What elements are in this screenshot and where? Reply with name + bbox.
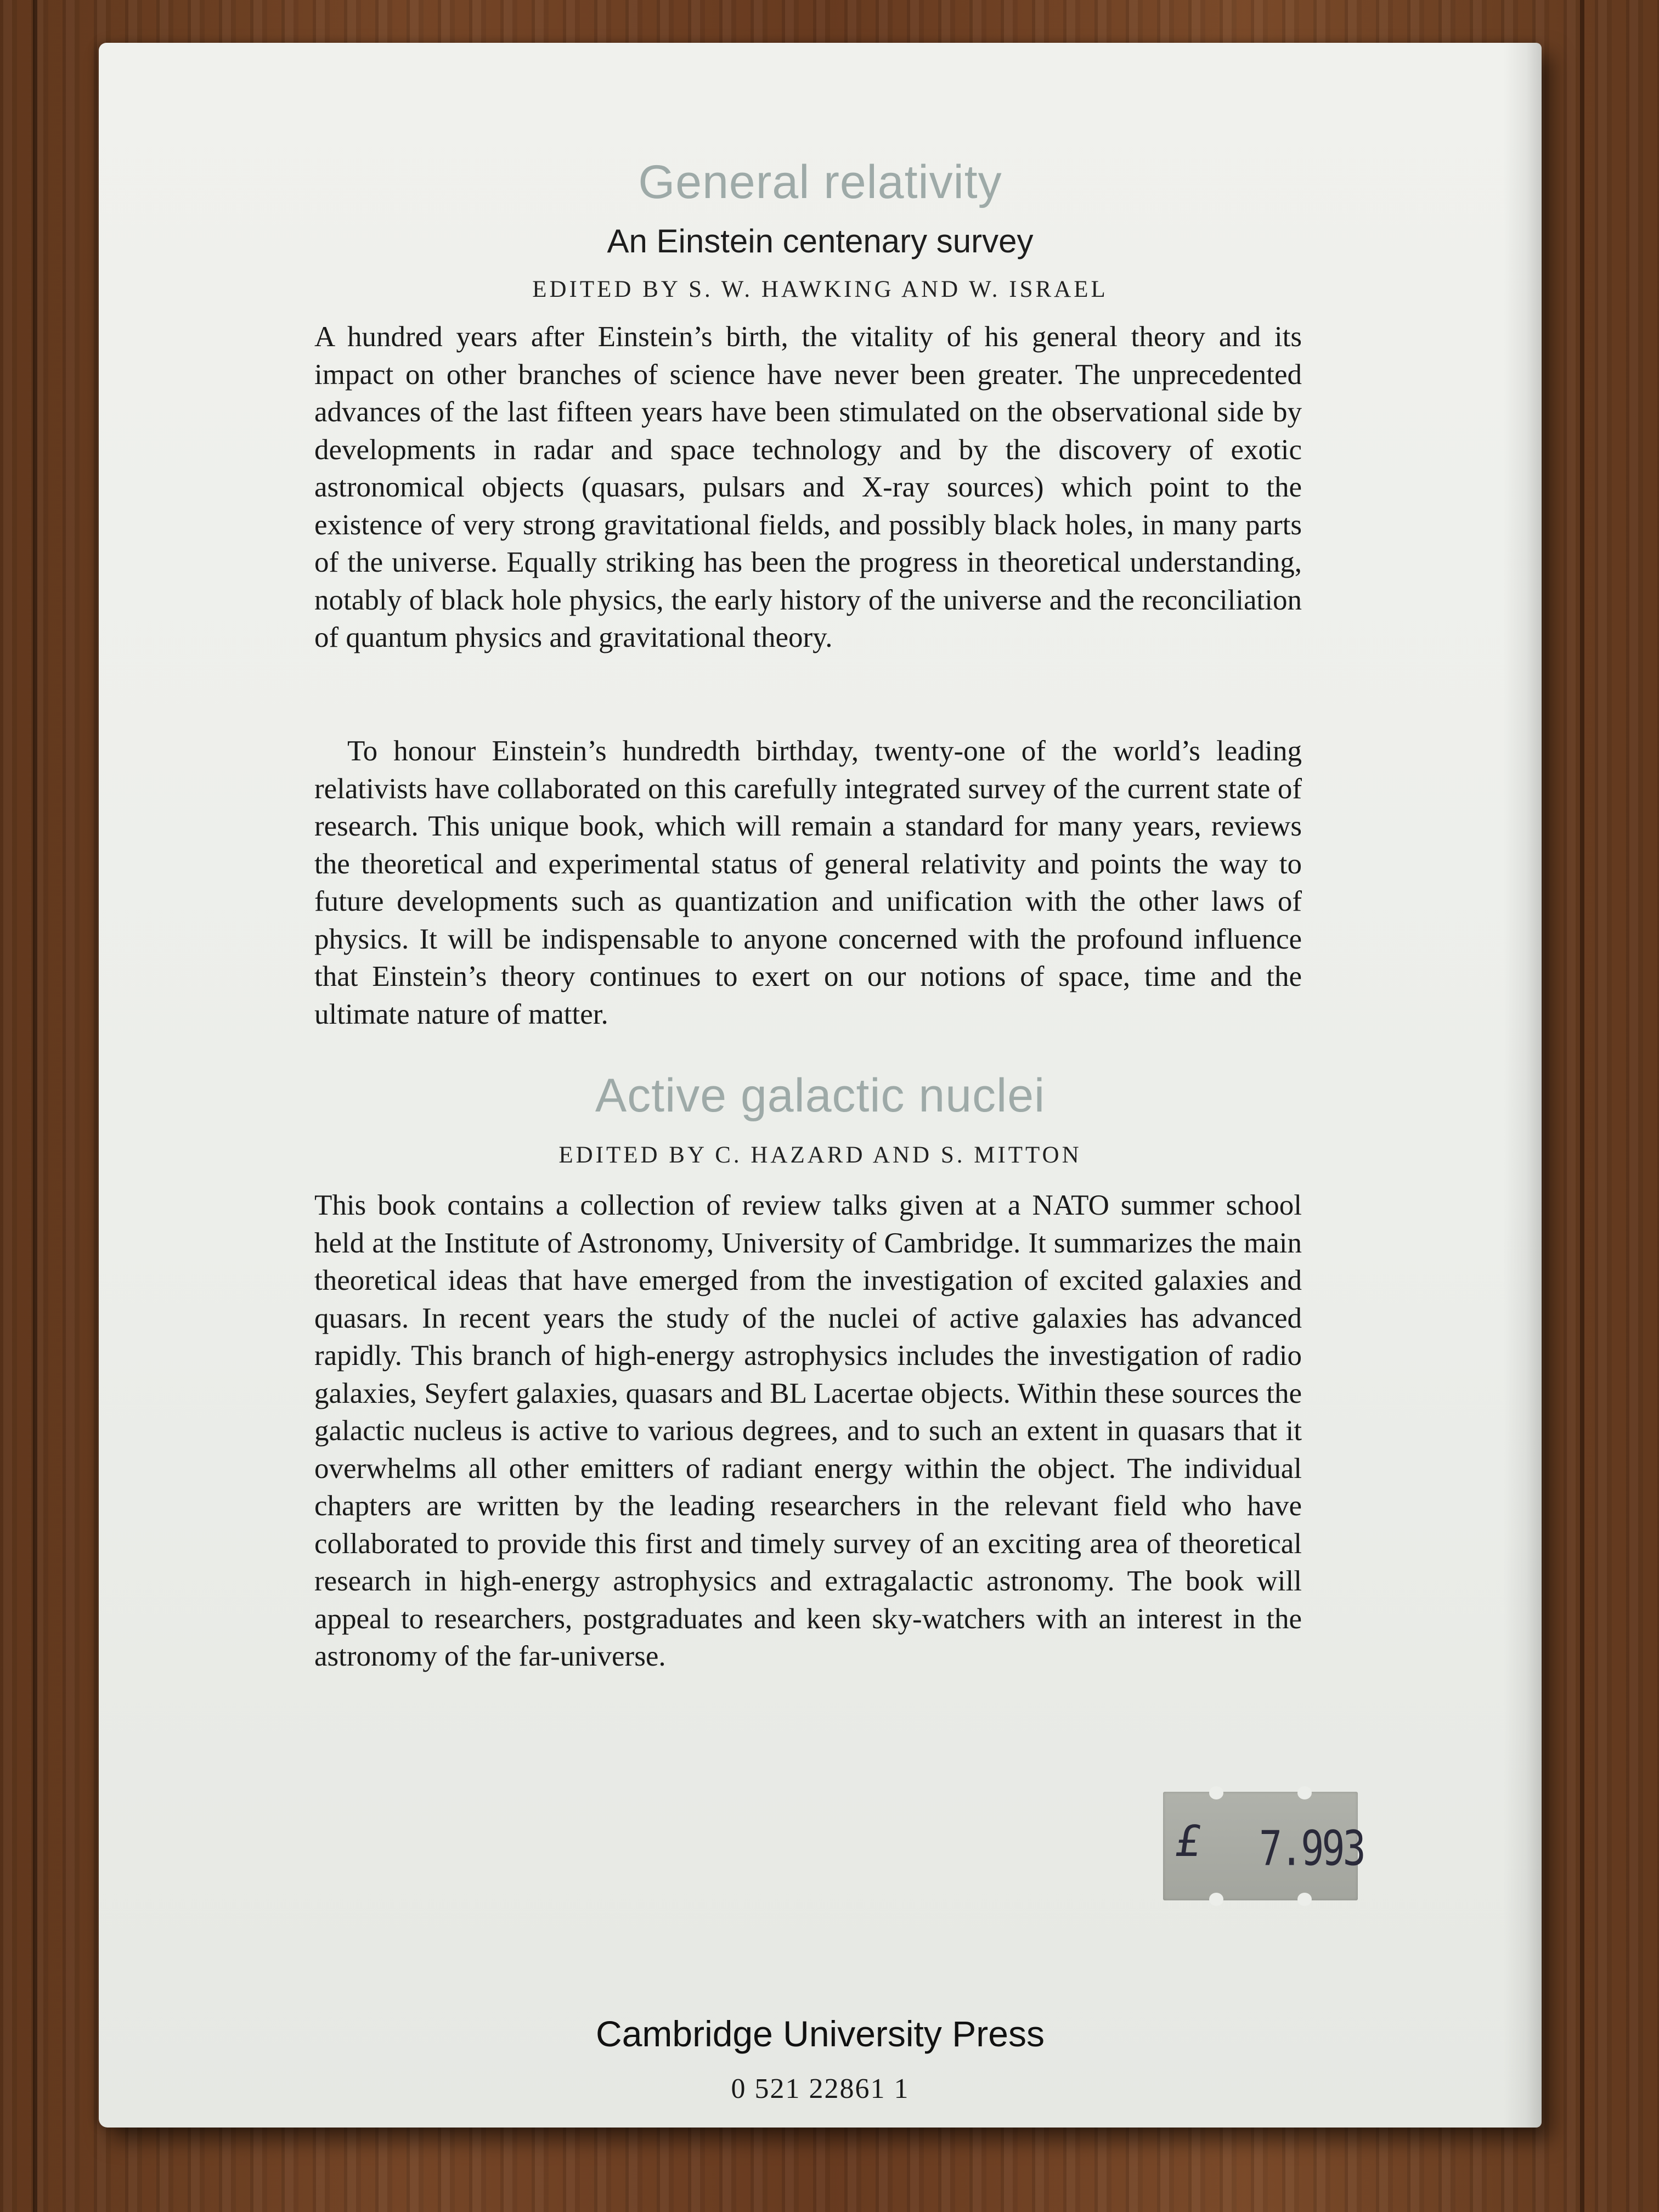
general-relativity-blurb-paragraph-2: To honour Einstein’s hundredth birthday, twenty-one of the world’s leading relativists have collaborated on this carefully integrated survey of the current state of research. This unique book, which will remain a standard for many years, reviews the theoretical and experimental status of general relativity and points the way to future developments such as quantization and unification with the other laws of physics. It will be indispensable to anyone concerned with the profound influence that Einstein’s theory continues to exert on our notions of space, time and the ultimate nature of matter.	[314, 735, 1302, 1030]
active-galactic-nuclei-blurb: This book contains a collection of review talks given at a NATO summer school held at the Institute of Astronomy, University of Cambridge. It summarizes the main theoretical ideas that have emerged from the investigation of excited galaxies and quasars. In recent years the study of the nuclei of active galaxies has advanced rapidly. This branch of high-energy astrophysics includes the investigation of radio galaxies, Seyfert galaxies, quasars and BL Lacertae objects. Within these sources the galactic nucleus is active to various degrees, and to such an extent in quasars that it overwhelms all other emitters of radiant energy within the object. The individual chapters are written by the leading researchers in the relevant field who have collaborated to provide this first and timely survey of an exciting area of theoretical research in high-energy astrophysics and extragalactic astronomy. The book will appeal to researchers, postgraduates and keen sky-watchers with an interest in the astronomy of the far-universe.	[314, 1189, 1302, 1672]
active-galactic-nuclei-title: Active galactic nuclei	[595, 1069, 1046, 1122]
general-relativity-title: General relativity	[638, 156, 1002, 208]
price-sticker	[1163, 1792, 1364, 1900]
general-relativity-blurb-paragraph-1: A hundred years after Einstein’s birth, the vitality of his general theory and its impact on other branches of science have never been greater. The unprecedented advances of the last fifteen years have been stimulated on the observational side by developments in radar and space technology and by the discovery of exotic astronomical objects (quasars, pulsars and X-ray sources) which point to the existence of very strong gravitational fields, and possibly black holes, in many parts of the universe. Equally striking has been the progress in theoretical understanding, notably of black hole physics, the early history of the universe and the reconciliation of quantum physics and gravitational theory.	[314, 321, 1302, 653]
sticker-notch	[1209, 1893, 1223, 1906]
isbn-number: 0 521 22861 1	[731, 2073, 910, 2104]
wood-plank-seam	[1580, 0, 1584, 2212]
general-relativity-editors: EDITED BY S. W. HAWKING AND W. ISRAEL	[532, 276, 1108, 302]
general-relativity-subtitle: An Einstein centenary survey	[607, 223, 1034, 259]
price-currency-symbol: £	[1171, 1817, 1205, 1866]
book-back-cover	[99, 43, 1542, 2128]
price-value: 7.993	[1259, 1820, 1364, 1877]
wood-plank-seam	[33, 0, 37, 2212]
sticker-notch	[1209, 1786, 1223, 1799]
active-galactic-nuclei-editors: EDITED BY C. HAZARD AND S. MITTON	[558, 1142, 1082, 1168]
publisher-name: Cambridge University Press	[596, 2013, 1045, 2054]
sticker-notch	[1297, 1893, 1312, 1906]
sticker-notch	[1297, 1786, 1312, 1799]
